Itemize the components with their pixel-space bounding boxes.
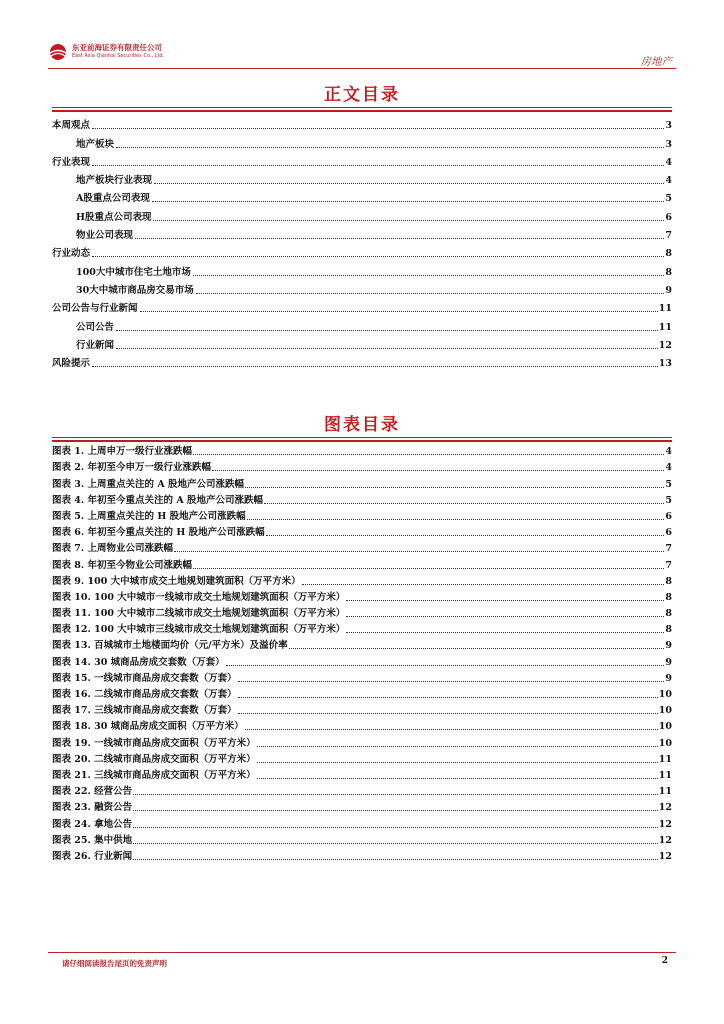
toc-entry-label: 行业新闻 xyxy=(76,339,115,351)
dot-leader xyxy=(212,470,664,471)
toc-entry[interactable] xyxy=(52,315,672,333)
figure-entry-page: 12 xyxy=(658,850,672,862)
figure-entry[interactable] xyxy=(52,555,672,571)
figure-entry-label: 图表 18. 30 城商品房成交面积（万平方米） xyxy=(52,721,244,733)
dot-leader xyxy=(257,762,658,763)
toc-entry-label: 行业表现 xyxy=(52,156,91,168)
dot-leader xyxy=(245,487,664,488)
figure-entry[interactable] xyxy=(52,831,672,847)
figure-entry[interactable] xyxy=(52,442,672,458)
toc-entry-label: 地产板块行业表现 xyxy=(76,175,153,187)
dot-leader xyxy=(302,584,665,585)
page-number: 2 xyxy=(661,956,668,966)
figure-entry-page: 10 xyxy=(658,737,672,749)
dot-leader xyxy=(140,311,658,312)
figure-entry[interactable] xyxy=(52,539,672,555)
figure-entry-page: 12 xyxy=(658,802,672,814)
figure-entry-label: 图表 24. 拿地公告 xyxy=(52,818,133,830)
figure-entry[interactable] xyxy=(52,717,672,733)
dot-leader xyxy=(92,366,658,367)
figure-entry-label: 图表 7. 上周物业公司涨跌幅 xyxy=(52,543,174,555)
figure-entry-page: 12 xyxy=(658,818,672,830)
figure-entry-label: 图表 22. 经营公告 xyxy=(52,786,133,798)
header-divider xyxy=(48,68,676,69)
figure-entry-label: 图表 16. 二线城市商品房成交套数（万套） xyxy=(52,689,237,700)
figure-entry-page: 8 xyxy=(665,608,672,620)
dot-leader xyxy=(247,519,665,520)
figure-entry-page: 10 xyxy=(658,721,672,733)
toc-entry[interactable] xyxy=(52,297,672,315)
dot-leader xyxy=(92,256,664,257)
toc-entry[interactable] xyxy=(52,169,672,187)
figure-entry[interactable] xyxy=(52,491,672,507)
toc-entry[interactable] xyxy=(52,242,672,260)
figure-entry[interactable] xyxy=(52,669,672,685)
footer-divider xyxy=(48,952,676,953)
figure-entry-page: 5 xyxy=(665,494,672,506)
figure-entry[interactable] xyxy=(52,766,672,782)
figure-entry-page: 11 xyxy=(658,753,672,765)
figure-entry-page: 8 xyxy=(665,624,672,636)
figure-entry-label: 图表 25. 集中供地 xyxy=(52,834,133,846)
dot-leader xyxy=(289,648,665,649)
report-category: 房地产 xyxy=(640,56,672,68)
figure-entry-page: 7 xyxy=(665,543,672,555)
figure-entry-label: 图表 13. 百城城市土地楼面均价（元/平方米）及溢价率 xyxy=(52,640,288,652)
dot-leader xyxy=(264,503,664,504)
toc-entry-page: 12 xyxy=(658,339,672,351)
figure-entry[interactable] xyxy=(52,636,672,652)
figure-entry[interactable] xyxy=(52,474,672,490)
dot-leader xyxy=(226,665,665,666)
toc-entry-page: 6 xyxy=(665,211,672,223)
figure-entry[interactable] xyxy=(52,750,672,766)
toc-entry[interactable] xyxy=(52,151,672,169)
figure-entry-label: 图表 5. 上周重点关注的 H 股地产公司涨跌幅 xyxy=(52,510,246,522)
dot-leader xyxy=(133,827,658,828)
dot-leader xyxy=(196,293,665,294)
dot-leader xyxy=(133,843,658,844)
dot-leader xyxy=(193,275,665,276)
figure-entry[interactable] xyxy=(52,588,672,604)
toc-entry-page: 8 xyxy=(665,266,672,278)
figure-entry-label: 图表 6. 年初至今重点关注的 H 股地产公司涨跌幅 xyxy=(52,527,265,539)
dot-leader xyxy=(245,729,658,730)
figure-entry[interactable] xyxy=(52,652,672,668)
company-name-en: East Asia Qianhai Securities Co., Ltd. xyxy=(72,53,165,59)
figure-entry-label: 图表 19. 一线城市商品房成交面积（万平方米） xyxy=(52,737,256,749)
toc-entry-label: H股重点公司表现 xyxy=(76,211,152,223)
figure-entry-label: 图表 9. 100 大中城市成交土地规划建筑面积（万平方米） xyxy=(52,575,301,587)
dot-leader xyxy=(116,147,664,148)
figure-entry-page: 10 xyxy=(658,705,672,717)
footer-disclaimer: 请仔细阅读报告尾页的免责声明 xyxy=(62,959,167,968)
toc-entry[interactable] xyxy=(52,205,672,223)
figure-entry-page: 9 xyxy=(665,672,672,684)
figure-entry-label: 图表 14. 30 城商品房成交套数（万套） xyxy=(52,656,225,668)
dot-leader xyxy=(266,535,665,536)
figure-entry[interactable] xyxy=(52,620,672,636)
figure-entry-label: 图表 23. 融资公告 xyxy=(52,802,133,814)
toc-entry-label: A股重点公司表现 xyxy=(76,193,150,205)
figure-entry-label: 图表 20. 二线城市商品房成交面积（万平方米） xyxy=(52,753,256,765)
toc-entry-label: 公司公告与行业新闻 xyxy=(52,303,138,315)
figure-entry-page: 6 xyxy=(665,527,672,539)
figure-list xyxy=(52,442,672,863)
toc-entry-page: 3 xyxy=(665,138,672,150)
figure-entry-label: 图表 4. 年初至今重点关注的 A 股地产公司涨跌幅 xyxy=(52,494,264,506)
dot-leader xyxy=(346,632,664,633)
toc-entry-page: 7 xyxy=(665,230,672,242)
dot-leader xyxy=(133,810,658,811)
figure-entry[interactable] xyxy=(52,782,672,798)
toc-entry[interactable] xyxy=(52,352,672,370)
toc-entry-label: 100大中城市住宅土地市场 xyxy=(76,266,191,278)
figure-entry-page: 9 xyxy=(665,640,672,652)
dot-leader xyxy=(257,778,658,779)
toc-entry-page: 4 xyxy=(665,175,672,187)
toc-entry-page: 3 xyxy=(665,120,672,132)
figure-entry-label: 图表 12. 100 大中城市三线城市成交土地规划建筑面积（万平方米） xyxy=(52,624,346,636)
toc-entry-label: 地产板块 xyxy=(76,138,115,150)
figure-entry[interactable] xyxy=(52,572,672,588)
dot-leader xyxy=(174,551,664,552)
dot-leader xyxy=(92,128,664,129)
toc-entry-label: 行业动态 xyxy=(52,248,91,260)
toc-entry[interactable] xyxy=(52,334,672,352)
toc-entry[interactable] xyxy=(52,224,672,242)
figure-entry-label: 图表 10. 100 大中城市一线城市成交土地规划建筑面积（万平方米） xyxy=(52,591,346,603)
figure-entry[interactable] xyxy=(52,458,672,474)
dot-leader xyxy=(238,681,665,682)
dot-leader xyxy=(193,454,664,455)
figure-entry-label: 图表 26. 行业新闻 xyxy=(52,850,133,862)
figure-entry-page: 11 xyxy=(658,769,672,781)
figure-list-title: 图表目录 xyxy=(324,415,400,435)
toc-list xyxy=(52,114,672,370)
toc-entry[interactable] xyxy=(52,114,672,132)
toc-entry[interactable] xyxy=(52,132,672,150)
figure-entry[interactable] xyxy=(52,685,672,701)
toc-title: 正文目录 xyxy=(324,85,400,105)
figure-entry-label: 图表 1. 上周申万一级行业涨跌幅 xyxy=(52,446,193,458)
figure-entry[interactable] xyxy=(52,507,672,523)
figure-entry-page: 9 xyxy=(665,656,672,668)
dot-leader xyxy=(346,616,664,617)
toc-entry-label: 本周观点 xyxy=(52,120,91,132)
toc-entry-page: 5 xyxy=(665,193,672,205)
figure-entry[interactable] xyxy=(52,523,672,539)
dot-leader xyxy=(193,568,664,569)
toc-entry-label: 风险提示 xyxy=(52,358,91,370)
dot-leader xyxy=(152,201,665,202)
company-logo-icon xyxy=(48,42,68,62)
figure-entry-label: 图表 21. 三线城市商品房成交面积（万平方米） xyxy=(52,769,256,781)
figure-entry-label: 图表 15. 一线城市商品房成交套数（万套） xyxy=(52,672,237,684)
dot-leader xyxy=(238,697,658,698)
dot-leader xyxy=(92,165,664,166)
figure-entry-page: 12 xyxy=(658,834,672,846)
toc-entry-page: 4 xyxy=(665,156,672,168)
toc-entry-page: 11 xyxy=(658,321,672,333)
figure-entry-label: 图表 2. 年初至今申万一级行业涨跌幅 xyxy=(52,462,212,474)
figure-entry-page: 4 xyxy=(665,446,672,458)
toc-entry-label: 物业公司表现 xyxy=(76,230,134,242)
toc-entry-page: 11 xyxy=(658,303,672,315)
dot-leader xyxy=(346,600,664,601)
toc-entry-page: 8 xyxy=(665,248,672,260)
page-header xyxy=(48,40,676,74)
figure-entry-page: 8 xyxy=(665,575,672,587)
dot-leader xyxy=(116,348,658,349)
figure-entry[interactable] xyxy=(52,701,672,717)
figure-entry[interactable] xyxy=(52,814,672,830)
figure-entry-page: 11 xyxy=(658,786,672,798)
dot-leader xyxy=(153,220,664,221)
toc-entry[interactable] xyxy=(52,260,672,278)
dot-leader xyxy=(133,859,658,860)
figure-entry-label: 图表 8. 年初至今物业公司涨跌幅 xyxy=(52,559,193,571)
figure-entry-page: 10 xyxy=(658,689,672,700)
toc-entry-page: 13 xyxy=(658,358,672,370)
figure-entry-label: 图表 3. 上周重点关注的 A 股地产公司涨跌幅 xyxy=(52,478,245,490)
figure-entry[interactable] xyxy=(52,733,672,749)
dot-leader xyxy=(257,746,658,747)
figure-entry-page: 7 xyxy=(665,559,672,571)
toc-entry[interactable] xyxy=(52,279,672,297)
dot-leader xyxy=(133,794,658,795)
figure-entry-page: 4 xyxy=(665,462,672,474)
figure-entry-label: 图表 11. 100 大中城市二线城市成交土地规划建筑面积（万平方米） xyxy=(52,608,346,620)
company-name-cn: 东亚前海证券有限责任公司 xyxy=(72,43,162,52)
toc-entry-label: 30大中城市商品房交易市场 xyxy=(76,284,194,296)
figure-entry-page: 6 xyxy=(665,510,672,522)
dot-leader xyxy=(116,330,658,331)
dot-leader xyxy=(154,183,664,184)
toc-entry-page: 9 xyxy=(665,284,672,296)
figure-entry-page: 5 xyxy=(665,478,672,490)
figure-entry-label: 图表 17. 三线城市商品房成交套数（万套） xyxy=(52,705,237,717)
figure-entry[interactable] xyxy=(52,604,672,620)
figure-entry[interactable] xyxy=(52,798,672,814)
toc-entry[interactable] xyxy=(52,187,672,205)
figure-entry[interactable] xyxy=(52,847,672,863)
dot-leader xyxy=(135,238,664,239)
toc-entry-label: 公司公告 xyxy=(76,321,115,333)
dot-leader xyxy=(238,713,658,714)
figure-entry-page: 8 xyxy=(665,591,672,603)
